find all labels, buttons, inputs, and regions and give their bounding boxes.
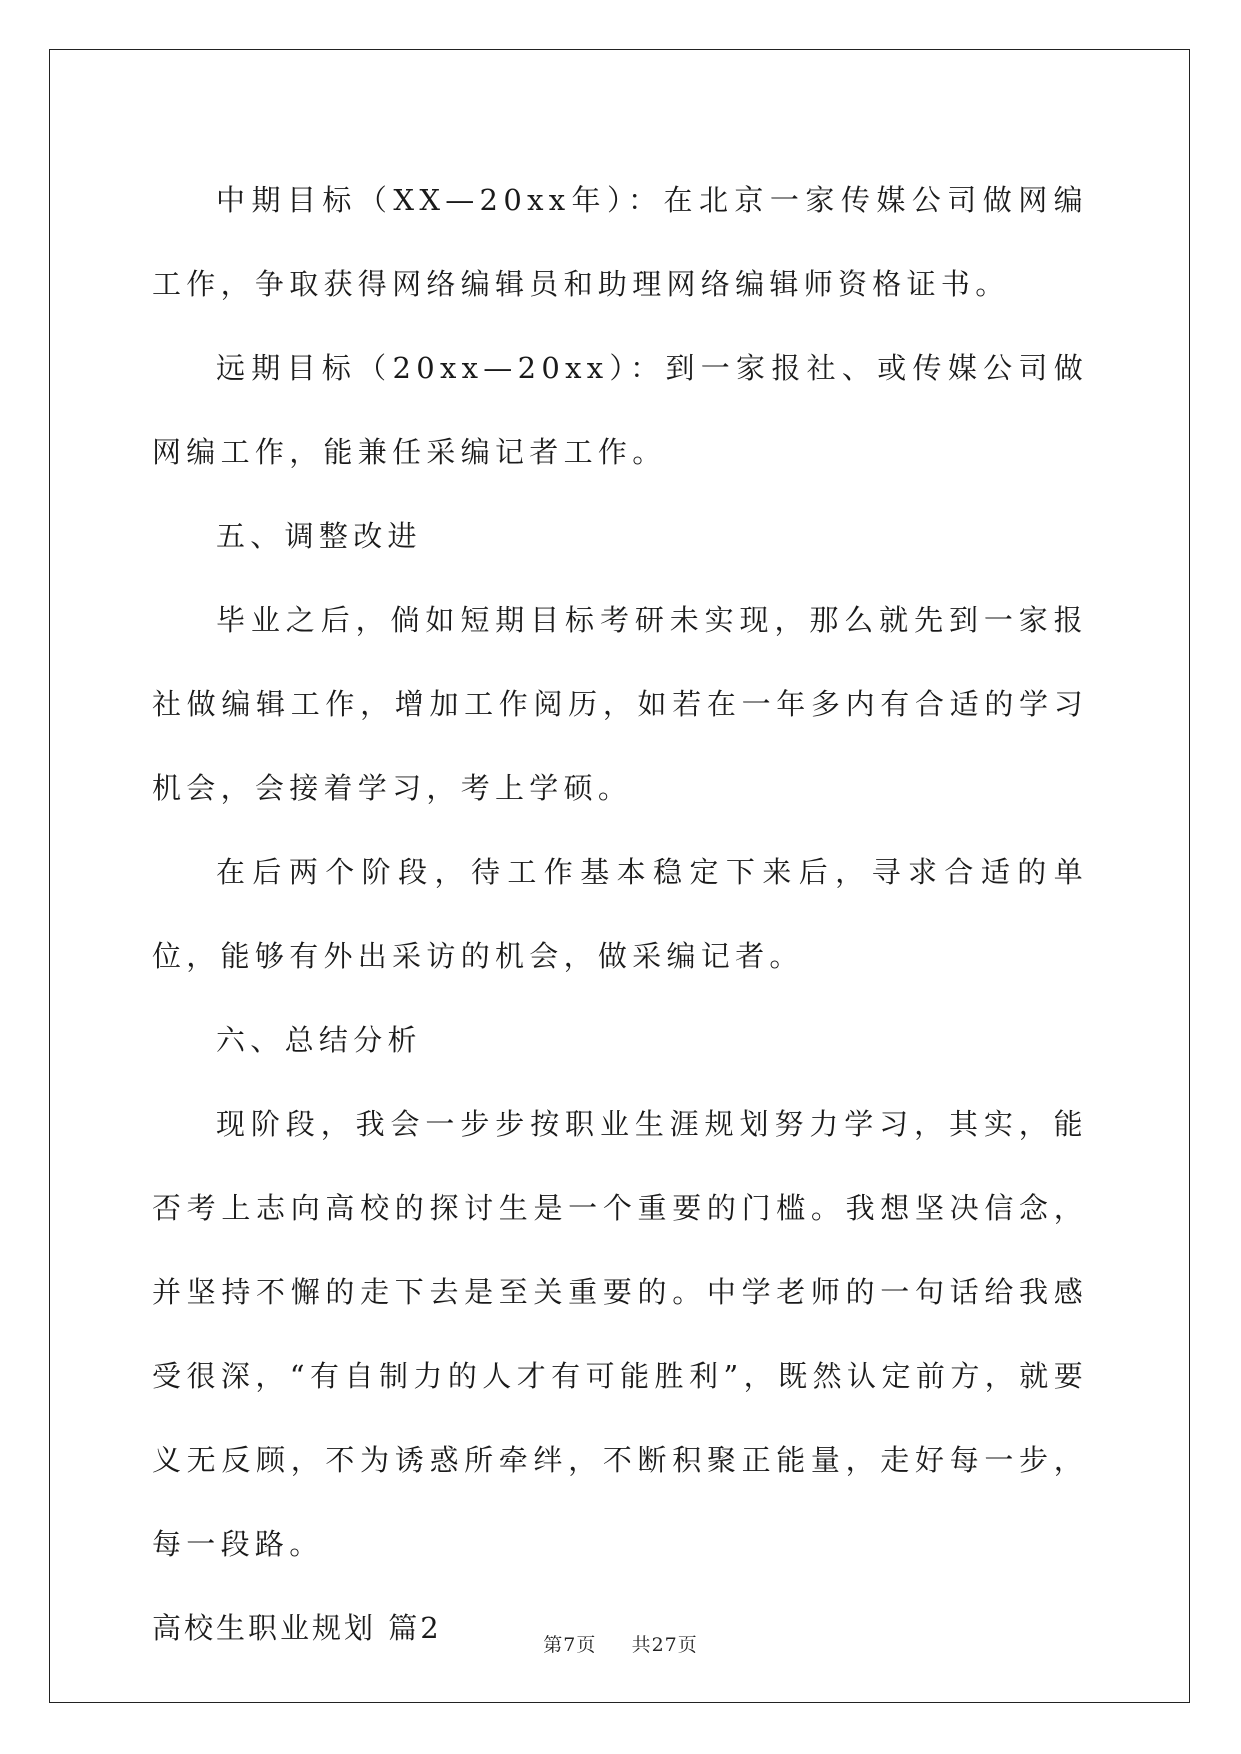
adjust-paragraph-2: 在后两个阶段，待工作基本稳定下来后，寻求合适的单位，能够有外出采访的机会，做采编记者。 xyxy=(152,855,1088,973)
total-pages: 共27页 xyxy=(631,1634,698,1656)
mid-term-goal-paragraph: 中期目标（XX—20xx年）：在北京一家传媒公司做网编工作，争取获得网络编辑员和助理网络编辑师资格证书。 xyxy=(152,183,1088,301)
adjust-paragraph-1: 毕业之后，倘如短期目标考研未实现，那么就先到一家报社做编辑工作，增加工作阅历，如若在一年多内有合适的学习机会，会接着学习，考上学硕。 xyxy=(152,603,1088,805)
page-number: 第7页 xyxy=(543,1634,597,1656)
page-footer xyxy=(0,1630,1241,1657)
summary-paragraph: 现阶段，我会一步步按职业生涯规划努力学习，其实，能否考上志向高校的探讨生是一个重要的门槛。我想坚决信念，并坚持不懈的走下去是至关重要的。中学老师的一句话给我感受很深，“有自制力的人才有可能胜利”，既然认定前方，就要义无反顾，不为诱惑所牵绊，不断积聚正能量，走好每一步，每一段路。 xyxy=(152,1107,1088,1561)
document-body xyxy=(152,158,1088,1670)
heading-adjust-improve: 五、调整改进 xyxy=(216,519,422,553)
heading-summary-analysis: 六、总结分析 xyxy=(216,1023,422,1057)
long-term-goal-paragraph: 远期目标（20xx—20xx）：到一家报社、或传媒公司做网编工作，能兼任采编记者工作。 xyxy=(152,351,1088,469)
section-title: 高校生职业规划 篇2 xyxy=(152,1611,442,1645)
